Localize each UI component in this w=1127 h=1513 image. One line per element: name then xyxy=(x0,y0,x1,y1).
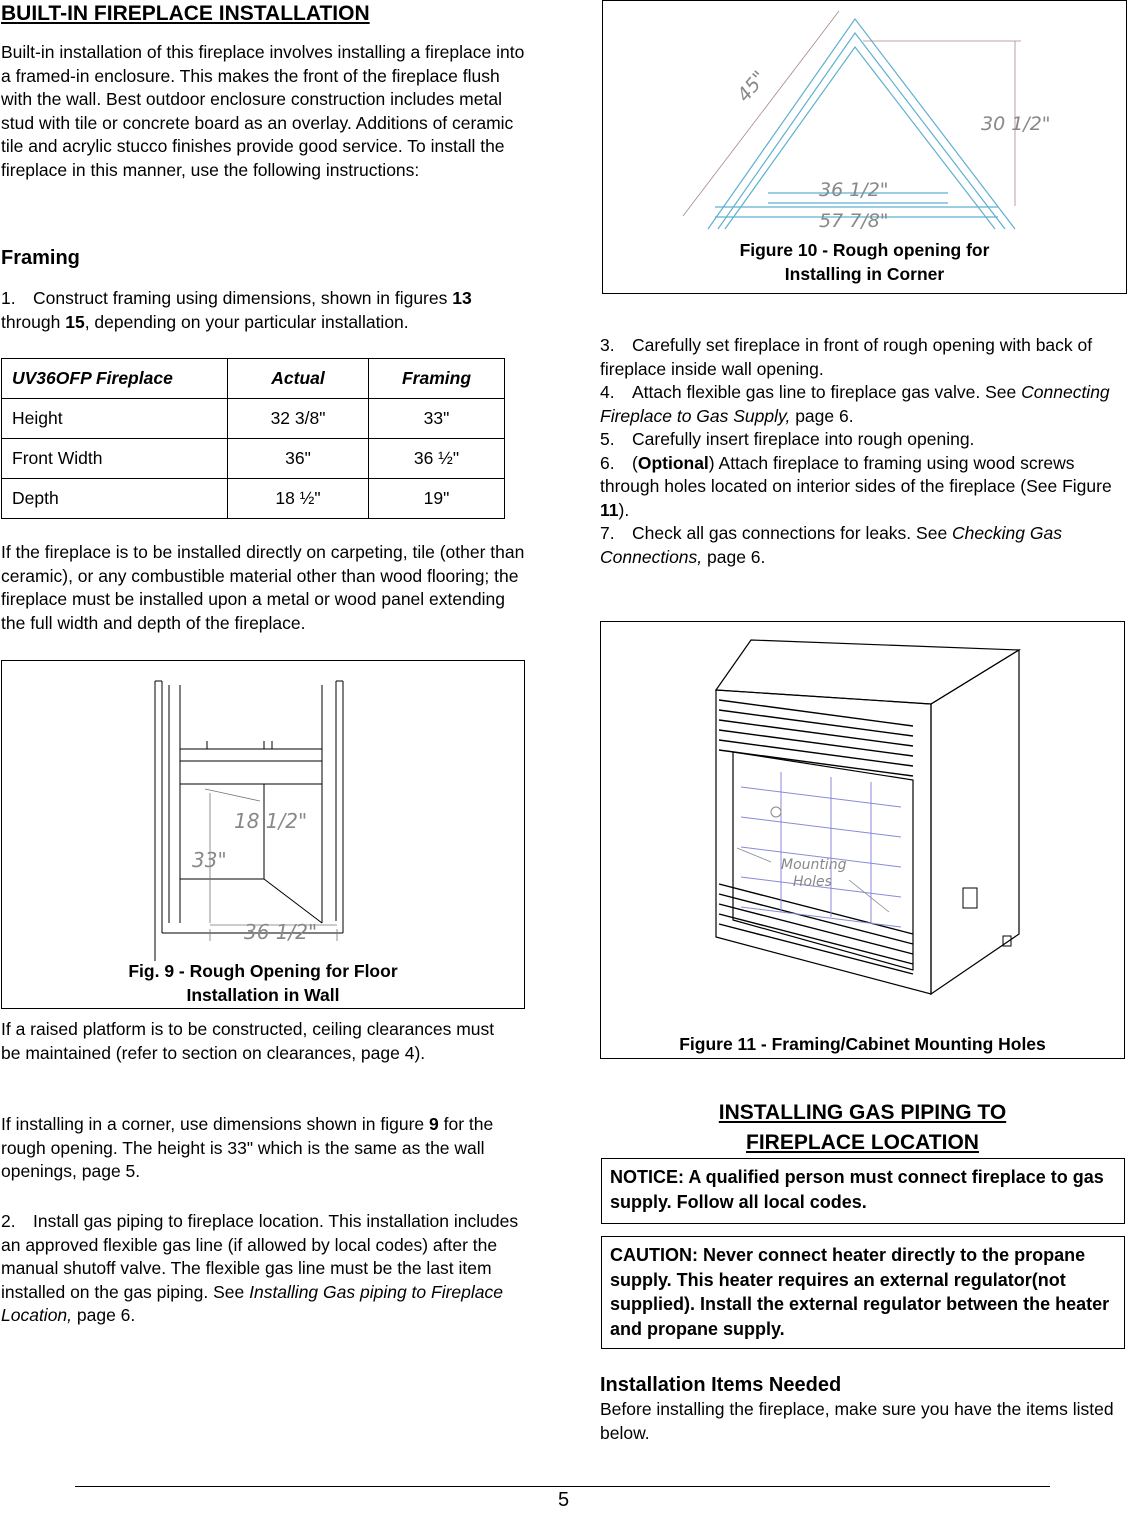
figure-9 xyxy=(1,660,525,1009)
emphasis: Optional xyxy=(637,452,709,473)
fireplace-drawing xyxy=(601,622,1123,1027)
step-text: Construct framing using dimensions, shown in figures xyxy=(33,288,453,308)
figure-10 xyxy=(602,0,1127,294)
figure-caption: Fig. 9 - Rough Opening for Floor xyxy=(128,961,398,981)
dim-label-height: 33" xyxy=(192,848,227,872)
step-number: 7. xyxy=(600,523,615,543)
table-cell: 36" xyxy=(228,439,369,479)
step-text: Attach flexible gas line to fireplace gas valve. See xyxy=(632,382,1022,402)
step-text: page 6. xyxy=(702,546,766,567)
step-5 xyxy=(600,428,1120,452)
cross-reference: Connecting Fireplace to Gas Supply, xyxy=(600,382,1110,426)
step-text: through xyxy=(1,311,66,332)
carpet-paragraph: If the fireplace is to be installed directly on carpeting, tile (other than ceramic), or any combustible material other than wood flooring; the fireplace must be installed upon a metal or wood panel extending the full width and depth of the fireplace. xyxy=(1,542,525,633)
dim-label-outer: 57 7/8" xyxy=(819,210,889,232)
figure-ref: 9 xyxy=(429,1114,439,1134)
step-number: 5. xyxy=(600,429,615,449)
step-text: page 6. xyxy=(72,1305,136,1325)
gas-heading-line1: INSTALLING GAS PIPING TO xyxy=(718,1101,1007,1124)
step-number: 1. xyxy=(1,288,16,308)
figure-caption: Installation in Wall xyxy=(186,985,340,1005)
dim-label-width: 36 1/2" xyxy=(244,920,318,944)
step-text: ) Attach fireplace to framing using wood screws through holes located on interior sides of the fireplace (See Figure xyxy=(600,452,1112,496)
step-text: ). xyxy=(618,499,630,520)
page-title: BUILT-IN FIREPLACE INSTALLATION xyxy=(1,2,370,25)
dim-label-height: 30 1/2" xyxy=(981,113,1051,135)
table-cell: Depth xyxy=(2,479,228,519)
step-7 xyxy=(600,522,1120,569)
step-text: ( xyxy=(632,452,638,473)
steps-3-7 xyxy=(600,334,1120,569)
step-1 xyxy=(1,287,501,334)
page-number: 5 xyxy=(557,1489,570,1511)
table-cell: Height xyxy=(2,399,228,439)
figure-ref: 13 xyxy=(452,288,472,308)
table-cell: 18 ½" xyxy=(228,479,369,519)
step-text: Carefully insert fireplace into rough opening. xyxy=(632,429,975,449)
cross-reference: Installing Gas piping to Fireplace Location, xyxy=(1,1281,503,1325)
paragraph-text: for the rough opening. The height is 33" which is the same as the wall openings, page 5. xyxy=(1,1114,494,1181)
table-header-row xyxy=(2,359,505,399)
dim-label-inner: 36 1/2" xyxy=(819,179,889,201)
platform-paragraph: If a raised platform is to be constructed, ceiling clearances must be maintained (refer to section on clearances, page 4). xyxy=(1,1019,495,1063)
table-cell: 33" xyxy=(369,399,505,439)
gas-heading-line2: FIREPLACE LOCATION xyxy=(746,1131,979,1154)
table-row xyxy=(2,479,505,519)
footer-rule xyxy=(75,1486,1050,1487)
table-header: Framing xyxy=(369,359,505,399)
intro-paragraph: Built-in installation of this fireplace involves installing a fireplace into a framed-in enclosure. This makes the front of the fireplace flush with the wall. Best outdoor enclosure construction includes metal stud with tile or concrete board as an overlay. Additions of ceramic tile and acrylic stucco finishes provide good service. To install the fireplace in this manner, use the following instructions: xyxy=(1,42,525,180)
items-paragraph: Before installing the fireplace, make sure you have the items listed below. xyxy=(600,1399,1114,1443)
dimensions-table xyxy=(1,358,505,519)
table-cell: 36 ½" xyxy=(369,439,505,479)
step-text: Install gas piping to fireplace location. This installation includes an approved flexible gas line (if allowed by local codes) after the manual shutoff valve. The flexible gas line must be the last item installed on the gas piping. See xyxy=(1,1211,519,1302)
table-header: UV36OFP Fireplace xyxy=(2,359,228,399)
step-4 xyxy=(600,381,1120,428)
step-text: Check all gas connections for leaks. See xyxy=(632,523,953,543)
figure-caption: Installing in Corner xyxy=(784,264,945,284)
table-row xyxy=(2,439,505,479)
figure-11 xyxy=(600,621,1125,1059)
step-number: 3. xyxy=(600,335,615,355)
step-number: 6. xyxy=(600,452,615,473)
figure-ref: 11 xyxy=(600,499,619,520)
figure-caption: Figure 10 - Rough opening for xyxy=(739,240,990,260)
caution-box: CAUTION: Never connect heater directly to the propane supply. This heater requires an external regulator(not supplied). Install the external regulator between the heater and propane supply. xyxy=(601,1236,1125,1349)
table-header: Actual xyxy=(228,359,369,399)
table-cell: 19" xyxy=(369,479,505,519)
cross-reference: Checking Gas Connections, xyxy=(600,523,1062,567)
label-mounting: Mounting xyxy=(781,857,847,873)
notice-box: NOTICE: A qualified person must connect fireplace to gas supply. Follow all local codes. xyxy=(601,1158,1125,1224)
figure-caption: Figure 11 - Framing/Cabinet Mounting Holes xyxy=(679,1034,1046,1054)
step-number: 4. xyxy=(600,382,615,402)
step-text: Carefully set fireplace in front of rough opening with back of fireplace inside wall opening. xyxy=(600,335,1093,379)
corner-paragraph xyxy=(1,1113,526,1184)
step-text: page 6. xyxy=(790,405,854,426)
paragraph-text: If installing in a corner, use dimensions shown in figure xyxy=(1,1114,430,1134)
figure-ref: 15 xyxy=(65,311,85,332)
side-plate xyxy=(963,888,977,908)
dim-label-depth: 18 1/2" xyxy=(234,809,308,833)
table-cell: Front Width xyxy=(2,439,228,479)
step-2 xyxy=(1,1210,526,1328)
framing-heading: Framing xyxy=(1,247,80,269)
step-text: , depending on your particular installation. xyxy=(84,311,409,332)
items-heading: Installation Items Needed xyxy=(600,1374,842,1396)
step-3 xyxy=(600,334,1120,381)
wall-opening-drawing xyxy=(2,661,523,961)
dim-label-side: 45" xyxy=(732,66,771,107)
step-number: 2. xyxy=(1,1211,16,1231)
table-cell: 32 3/8" xyxy=(228,399,369,439)
step-6 xyxy=(600,452,1120,523)
table-row xyxy=(2,399,505,439)
corner-opening-drawing xyxy=(603,1,1125,236)
mounting-hole xyxy=(771,807,781,817)
label-holes: Holes xyxy=(793,874,832,890)
